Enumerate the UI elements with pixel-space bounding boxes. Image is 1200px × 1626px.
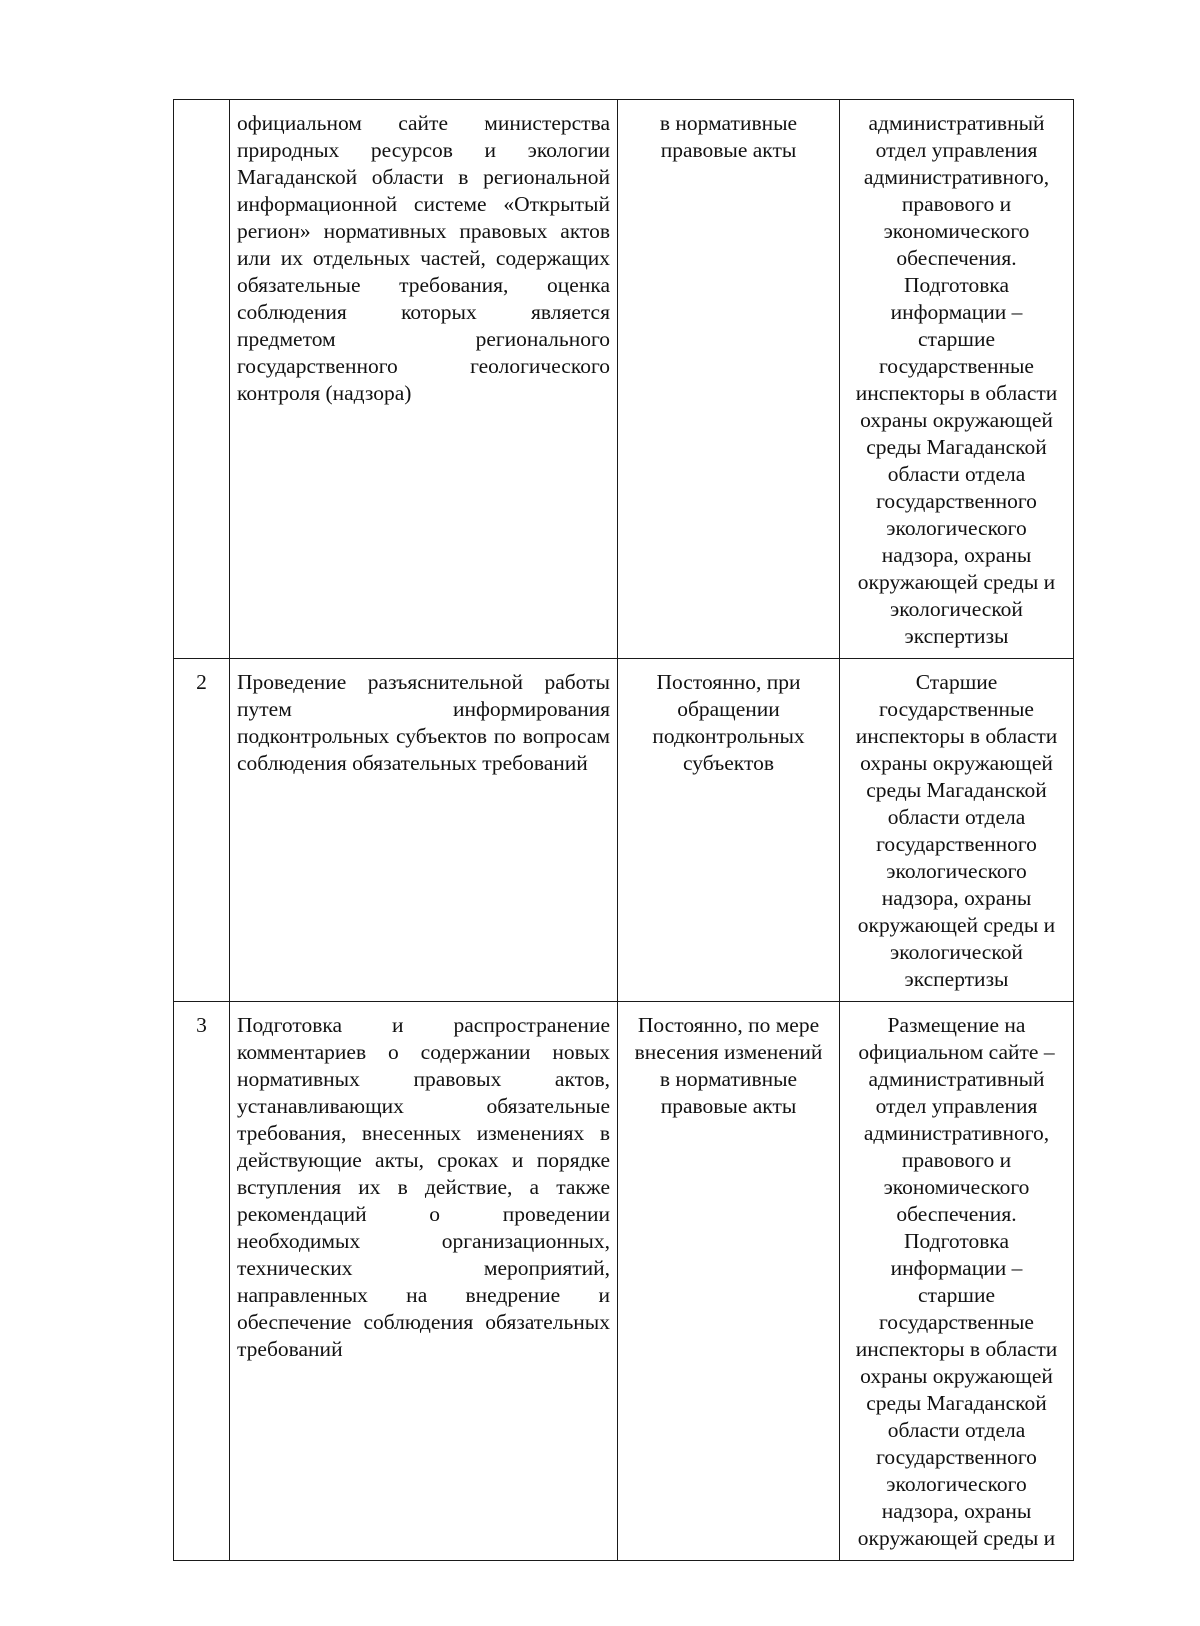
activity-text: Проведение разъяснительной работы путем информирования подконтрольных субъектов по вопросам соблюдения обязательных требований xyxy=(237,670,610,775)
responsible-text: административный отдел управления административного, правового и экономического обеспечения. Подготовка информации – старшие государственные инспекторы в области охраны окружающей среды Магаданской области отдела государственного экологического надзора, охраны окружающей среды и экологической экспертизы xyxy=(855,111,1058,648)
term-text: Постоянно, по мере внесения изменений в нормативные правовые акты xyxy=(634,1013,823,1118)
activity-text: официальном сайте министерства природных ресурсов и экологии Магаданской области в региональной информационной системе «Открытый регион» нормативных правовых актов или их отдельных частей, содержащих обязательные требования, оценка соблюдения которых является предметом регионального государственного геологического контроля (надзора) xyxy=(237,111,610,405)
term-cell xyxy=(618,100,840,659)
row-number: 2 xyxy=(196,670,207,694)
term-text: Постоянно, при обращении подконтрольных субъектов xyxy=(652,670,805,775)
responsible-text: Размещение на официальном сайте – административный отдел управления административного, правового и экономического обеспечения. Подготовка информации – старшие государственные инспекторы в области охраны окружающей среды Магаданской области отдела государственного экологического надзора, охраны окружающей среды и xyxy=(855,1013,1058,1550)
row-number-cell xyxy=(174,100,230,659)
activity-cell xyxy=(230,100,618,659)
term-cell xyxy=(618,1002,840,1561)
row-number: 3 xyxy=(196,1013,207,1037)
table-row xyxy=(174,100,1074,659)
term-cell xyxy=(618,659,840,1002)
activity-cell xyxy=(230,659,618,1002)
table-row xyxy=(174,1002,1074,1561)
row-number-cell xyxy=(174,659,230,1002)
responsible-cell xyxy=(840,100,1074,659)
responsible-cell xyxy=(840,1002,1074,1561)
activity-cell xyxy=(230,1002,618,1561)
row-number-cell xyxy=(174,1002,230,1561)
table-row xyxy=(174,659,1074,1002)
measures-table xyxy=(173,99,1074,1561)
activity-text: Подготовка и распространение комментариев о содержании новых нормативных правовых актов, устанавливающих обязательные требования, внесенных изменениях в действующие акты, сроках и порядке вступления их в действие, а также рекомендаций о проведении необходимых организационных, технических мероприятий, направленных на внедрение и обеспечение соблюдения обязательных требований xyxy=(237,1013,610,1361)
term-text: в нормативные правовые акты xyxy=(659,111,798,162)
responsible-cell xyxy=(840,659,1074,1002)
responsible-text: Старшие государственные инспекторы в области охраны окружающей среды Магаданской области отдела государственного экологического надзора, охраны окружающей среды и экологической экспертизы xyxy=(855,670,1058,991)
